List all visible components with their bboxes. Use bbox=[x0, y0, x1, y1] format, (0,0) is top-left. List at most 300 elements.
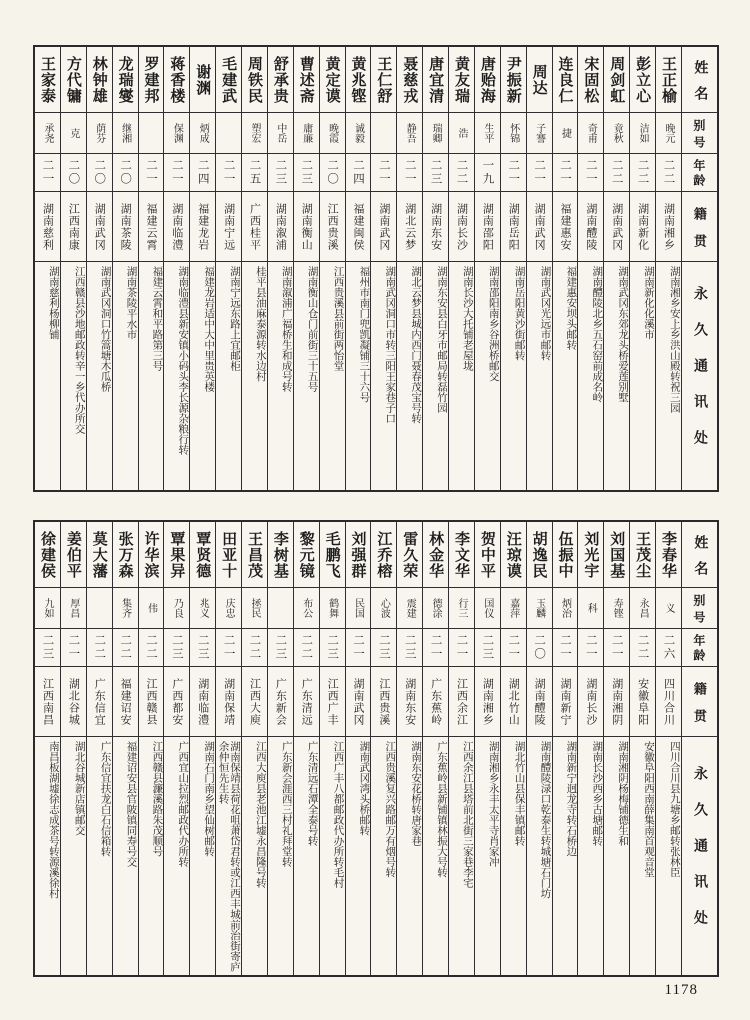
person-column bbox=[112, 522, 138, 975]
person-name: 宋固松 bbox=[578, 47, 603, 113]
person-name: 覃贤德 bbox=[190, 522, 215, 588]
person-name: 张万森 bbox=[113, 522, 138, 588]
person-name: 贺中平 bbox=[475, 522, 500, 588]
person-address: 南昌板湖墟徐志成茶号转源溪徐村 bbox=[47, 741, 59, 899]
person-name: 莫大藩 bbox=[87, 522, 112, 588]
header-column bbox=[681, 47, 717, 490]
person-age: 二一 bbox=[216, 629, 241, 667]
person-alias: 生平 bbox=[475, 113, 500, 154]
person-address: 湖南保靖县荷花咀萧岱君转或江西丰城前治街寄庐余仲恒先生转 bbox=[217, 741, 240, 972]
person-address: 湖南湘乡永丰太平寺肖家冲 bbox=[487, 741, 499, 867]
person-column bbox=[577, 522, 603, 975]
person-address: 福建龙岩适中大中里贵英楼 bbox=[203, 266, 215, 392]
person-native: 湖南保靖 bbox=[216, 667, 241, 737]
person-native: 湖南湘阴 bbox=[604, 667, 629, 737]
person-name: 黄友瑞 bbox=[449, 47, 474, 113]
person-native: 湖北云梦 bbox=[397, 192, 422, 262]
person-address: 湖南长沙大托铺老屋垅 bbox=[461, 266, 473, 371]
header-native: 籍贯 bbox=[682, 192, 717, 262]
person-age: 二一 bbox=[553, 154, 578, 192]
person-age: 二一 bbox=[164, 154, 189, 192]
person-alias: 诚毅 bbox=[346, 113, 371, 154]
person-name: 许华滨 bbox=[139, 522, 164, 588]
person-alias: 荫芬 bbox=[87, 113, 112, 154]
person-age: 二三 bbox=[164, 629, 189, 667]
person-column bbox=[526, 522, 552, 975]
person-alias: 晚霞 bbox=[320, 113, 345, 154]
header-alias: 别号 bbox=[682, 588, 717, 629]
person-column bbox=[552, 47, 578, 490]
person-native: 广东信宜 bbox=[87, 667, 112, 737]
person-address: 江西大庾县老池江墟永昌隆号转 bbox=[254, 741, 266, 888]
person-address: 湖南东安县白牙市邮局转磊竹园 bbox=[436, 266, 447, 413]
person-alias: 塑宏 bbox=[242, 113, 267, 154]
person-name: 罗建邦 bbox=[139, 47, 164, 113]
person-column bbox=[35, 522, 60, 975]
person-name: 王正榆 bbox=[656, 47, 681, 113]
person-column bbox=[603, 47, 629, 490]
person-age: 二二 bbox=[87, 629, 112, 667]
person-native: 湖南武冈 bbox=[346, 667, 371, 737]
person-native: 江西余江 bbox=[449, 667, 474, 737]
person-name: 周铁民 bbox=[242, 47, 267, 113]
person-alias: 伟 bbox=[139, 588, 164, 629]
person-age: 二三 bbox=[35, 629, 60, 667]
person-name: 聂慈戎 bbox=[397, 47, 422, 113]
person-address: 江西贵溪县前街两怡堂 bbox=[332, 266, 344, 371]
person-native: 湖南东安 bbox=[423, 192, 448, 262]
person-column bbox=[448, 522, 474, 975]
person-alias: 炳治 bbox=[553, 588, 578, 629]
person-column bbox=[396, 522, 422, 975]
person-address: 福建惠安坝头邮转 bbox=[565, 266, 577, 350]
person-age: 二三 bbox=[268, 154, 293, 192]
person-age: 二一 bbox=[371, 154, 396, 192]
person-name: 刘光宇 bbox=[578, 522, 603, 588]
person-column bbox=[267, 522, 293, 975]
person-column bbox=[345, 47, 371, 490]
person-native: 福建诏安 bbox=[113, 667, 138, 737]
person-column bbox=[629, 522, 655, 975]
person-native: 湖南长沙 bbox=[578, 667, 603, 737]
person-native: 湖南溆浦 bbox=[268, 192, 293, 262]
person-address: 福建诏安县官陂镇同寿号交 bbox=[125, 741, 137, 867]
person-alias: 科 bbox=[578, 588, 603, 629]
person-address: 湖南溆浦广福桥生和成号转 bbox=[280, 266, 292, 392]
person-column bbox=[86, 47, 112, 490]
person-native: 广西都安 bbox=[164, 667, 189, 737]
register-table-bottom bbox=[33, 520, 719, 977]
person-column bbox=[112, 47, 138, 490]
person-address: 湖南岳阳黄沙街邮转 bbox=[513, 266, 525, 361]
person-native: 江西赣县 bbox=[139, 667, 164, 737]
header-address: 永久通讯处 bbox=[691, 286, 707, 466]
person-alias: 鹤舞 bbox=[320, 588, 345, 629]
person-age: 二一 bbox=[397, 154, 422, 192]
person-native: 湖南醴陵 bbox=[527, 667, 552, 737]
person-alias: 捷 bbox=[553, 113, 578, 154]
person-address: 江西赣县濂溪路朱茂顺号 bbox=[151, 741, 163, 857]
person-alias: 静吾 bbox=[397, 113, 422, 154]
person-column bbox=[474, 522, 500, 975]
person-column bbox=[189, 522, 215, 975]
person-native: 广东清远 bbox=[294, 667, 319, 737]
person-alias: 庆忠 bbox=[216, 588, 241, 629]
person-native: 湖南新宁 bbox=[553, 667, 578, 737]
person-alias: 兆义 bbox=[190, 588, 215, 629]
person-column bbox=[267, 47, 293, 490]
person-native: 湖南武冈 bbox=[371, 192, 396, 262]
person-address: 湖南醴陵北乡五石窑前成名岭 bbox=[591, 266, 603, 403]
person-name: 黄兆铿 bbox=[346, 47, 371, 113]
person-age: 二三 bbox=[475, 629, 500, 667]
person-address: 江西余江县塔前北街三家巷李宅 bbox=[461, 741, 473, 888]
person-age: 二二 bbox=[604, 154, 629, 192]
header-age: 年龄 bbox=[682, 629, 717, 667]
person-native: 湖北竹山 bbox=[501, 667, 526, 737]
person-age: 二四 bbox=[346, 154, 371, 192]
person-age: 二一 bbox=[501, 629, 526, 667]
person-alias: 玉麟 bbox=[527, 588, 552, 629]
person-age: 二二 bbox=[139, 629, 164, 667]
person-name: 蒋香楼 bbox=[164, 47, 189, 113]
person-native: 湖南湘乡 bbox=[475, 667, 500, 737]
person-column bbox=[60, 522, 86, 975]
person-address: 湖南武冈洞口竹篙塘木瓜桥 bbox=[99, 266, 111, 392]
person-alias: 心波 bbox=[371, 588, 396, 629]
person-age: 二三 bbox=[190, 629, 215, 667]
person-native: 湖南邵阳 bbox=[475, 192, 500, 262]
person-alias: 永昌 bbox=[630, 588, 655, 629]
person-address: 福建云霄和平路第三号 bbox=[151, 266, 163, 371]
person-name: 田亚十 bbox=[216, 522, 241, 588]
person-address: 福州市南门兜凯凝铺三十六号 bbox=[358, 266, 370, 403]
person-address: 湖北云梦县城内西门聂春茂宝号转 bbox=[410, 266, 422, 424]
person-address: 湖南新宁迥龙寺转石桥边 bbox=[565, 741, 577, 857]
person-address: 湖南新化化溪市 bbox=[643, 266, 654, 340]
person-name: 唐贻海 bbox=[475, 47, 500, 113]
person-age: 二一 bbox=[578, 629, 603, 667]
person-name: 谢渊 bbox=[190, 47, 215, 113]
person-alias: 九如 bbox=[35, 588, 60, 629]
person-alias bbox=[87, 588, 112, 629]
person-name: 尹振新 bbox=[501, 47, 526, 113]
person-address: 广东清远石潭全泰号转 bbox=[306, 741, 318, 846]
person-native: 江西广丰 bbox=[320, 667, 345, 737]
person-alias: 保渊 bbox=[164, 113, 189, 154]
person-alias: 集齐 bbox=[113, 588, 138, 629]
person-native: 湖南临澧 bbox=[164, 192, 189, 262]
person-column bbox=[319, 47, 345, 490]
person-column bbox=[603, 522, 629, 975]
person-name: 毛鹏飞 bbox=[320, 522, 345, 588]
person-age: 二〇 bbox=[87, 154, 112, 192]
person-name: 刘国基 bbox=[604, 522, 629, 588]
person-age: 二〇 bbox=[113, 154, 138, 192]
person-name: 龙瑞燮 bbox=[113, 47, 138, 113]
person-age: 二〇 bbox=[320, 154, 345, 192]
person-alias: 德涂 bbox=[423, 588, 448, 629]
person-column bbox=[500, 47, 526, 490]
person-name: 王茂尘 bbox=[630, 522, 655, 588]
person-alias: 庸廉 bbox=[294, 113, 319, 154]
person-name: 黄定谟 bbox=[320, 47, 345, 113]
person-name: 舒承贵 bbox=[268, 47, 293, 113]
person-name: 王家泰 bbox=[35, 47, 60, 113]
person-address: 湖北谷城新店镇邮交 bbox=[73, 741, 85, 836]
person-name: 方代镛 bbox=[61, 47, 86, 113]
person-native: 福建惠安 bbox=[553, 192, 578, 262]
person-name: 王昌茂 bbox=[242, 522, 267, 588]
person-name: 王仁舒 bbox=[371, 47, 396, 113]
person-alias: 厚昌 bbox=[61, 588, 86, 629]
person-column bbox=[60, 47, 86, 490]
person-column bbox=[293, 47, 319, 490]
person-address: 湖南石门南乡望仙树邮转 bbox=[203, 741, 215, 857]
person-age: 二一 bbox=[578, 154, 603, 192]
person-age: 二二 bbox=[242, 629, 267, 667]
person-age: 二一 bbox=[61, 629, 86, 667]
person-age: 二三 bbox=[294, 154, 319, 192]
person-alias: 洁如 bbox=[630, 113, 655, 154]
person-name: 连良仁 bbox=[553, 47, 578, 113]
person-name: 江乔榕 bbox=[371, 522, 396, 588]
person-name: 伍振中 bbox=[553, 522, 578, 588]
person-name: 覃果异 bbox=[164, 522, 189, 588]
person-column bbox=[138, 522, 164, 975]
person-alias: 竟秋 bbox=[604, 113, 629, 154]
person-column bbox=[629, 47, 655, 490]
person-native: 湖南武冈 bbox=[527, 192, 552, 262]
person-name: 李树基 bbox=[268, 522, 293, 588]
person-address: 湖南武冈光远市邮转 bbox=[539, 266, 551, 361]
person-age: 二二 bbox=[630, 629, 655, 667]
person-address: 湖南衡山仓门前街三十五号 bbox=[306, 266, 318, 392]
person-native: 广东蕉岭 bbox=[423, 667, 448, 737]
person-column bbox=[422, 47, 448, 490]
person-alias: 晚元 bbox=[656, 113, 681, 154]
person-address: 湖南邵阳南乡谷洲桥邮交 bbox=[487, 266, 499, 382]
person-name: 胡逸民 bbox=[527, 522, 552, 588]
person-native: 四川合川 bbox=[656, 667, 681, 737]
person-age: 二一 bbox=[423, 629, 448, 667]
person-age: 二二 bbox=[113, 629, 138, 667]
person-alias: 嘉萍 bbox=[501, 588, 526, 629]
person-native: 湖南武冈 bbox=[604, 192, 629, 262]
person-name: 汪琼谟 bbox=[501, 522, 526, 588]
person-address: 江西赣县沙地邮政转辛一乡代办所交 bbox=[73, 266, 85, 434]
person-column bbox=[422, 522, 448, 975]
person-native: 湖南长沙 bbox=[449, 192, 474, 262]
person-native: 湖南武冈 bbox=[87, 192, 112, 262]
person-alias bbox=[268, 588, 293, 629]
person-address: 湖南武冈东郊龙头桥爱莲别墅 bbox=[617, 266, 629, 403]
person-age: 二一 bbox=[449, 629, 474, 667]
person-address: 湖南临澧县新安镇小码头李长源杂粮行转 bbox=[177, 266, 189, 455]
person-address: 广东蕉岭县新铺镇林振大号转 bbox=[436, 741, 447, 878]
person-alias: 奇甫 bbox=[578, 113, 603, 154]
person-alias: 寿铿 bbox=[604, 588, 629, 629]
person-alias: 国仪 bbox=[475, 588, 500, 629]
person-age: 二二 bbox=[294, 629, 319, 667]
person-column bbox=[163, 47, 189, 490]
person-column bbox=[215, 47, 241, 490]
person-name: 黎元镜 bbox=[294, 522, 319, 588]
person-address: 湖南宁远东路上宜邮柜 bbox=[229, 266, 240, 371]
person-column bbox=[448, 47, 474, 490]
person-age: 二三 bbox=[423, 154, 448, 192]
person-column bbox=[396, 47, 422, 490]
header-address: 永久通讯处 bbox=[691, 766, 707, 946]
person-address: 湖南武冈洞口市转三阳王家巷子口 bbox=[384, 266, 396, 424]
person-column bbox=[293, 522, 319, 975]
person-name: 周剑虹 bbox=[604, 47, 629, 113]
person-address: 湖南东安花桥转唐家巷 bbox=[410, 741, 422, 846]
person-native: 湖南慈利 bbox=[35, 192, 60, 262]
person-native: 江西贵溪 bbox=[371, 667, 396, 737]
person-address: 广西宜山拉烈邮政代办所转 bbox=[177, 741, 189, 867]
person-alias: 瑞卿 bbox=[423, 113, 448, 154]
person-age: 二四 bbox=[190, 154, 215, 192]
person-native: 湖北谷城 bbox=[61, 667, 86, 737]
person-alias: 浩 bbox=[449, 113, 474, 154]
person-alias bbox=[371, 113, 396, 154]
person-native: 湖南醴陵 bbox=[578, 192, 603, 262]
person-native: 江西贵溪 bbox=[320, 192, 345, 262]
header-native: 籍贯 bbox=[682, 667, 717, 737]
person-address: 安徽阜阳西南薛集南首观音堂 bbox=[643, 741, 654, 878]
person-native: 湖南新化 bbox=[630, 192, 655, 262]
person-column bbox=[552, 522, 578, 975]
person-age: 二一 bbox=[35, 154, 60, 192]
person-native: 江西大庾 bbox=[242, 667, 267, 737]
person-address: 湖南武冈湾头桥邮转 bbox=[358, 741, 370, 836]
person-age: 二三 bbox=[320, 629, 345, 667]
person-alias: 怀锦 bbox=[501, 113, 526, 154]
header-column bbox=[681, 522, 717, 975]
person-native: 广东新会 bbox=[268, 667, 293, 737]
person-address: 湖南慈利杨柳铺 bbox=[47, 266, 59, 340]
person-address: 湖南茶陵平水市 bbox=[125, 266, 137, 340]
person-native: 湖南临澧 bbox=[190, 667, 215, 737]
person-column bbox=[655, 47, 681, 490]
person-column bbox=[189, 47, 215, 490]
person-alias: 炳成 bbox=[190, 113, 215, 154]
person-age: 二一 bbox=[139, 154, 164, 192]
person-address: 江西广丰八都邮政代办所转毛村 bbox=[332, 741, 344, 888]
person-native: 江西南昌 bbox=[35, 667, 60, 737]
person-alias bbox=[216, 113, 241, 154]
person-age: 二一 bbox=[216, 154, 241, 192]
person-native: 湖南衡山 bbox=[294, 192, 319, 262]
person-name: 毛建武 bbox=[216, 47, 241, 113]
person-age: 二六 bbox=[656, 629, 681, 667]
person-column bbox=[500, 522, 526, 975]
person-native: 安徽阜阳 bbox=[630, 667, 655, 737]
person-column bbox=[138, 47, 164, 490]
person-age: 二一 bbox=[527, 154, 552, 192]
person-column bbox=[35, 47, 60, 490]
person-age: 二二 bbox=[656, 154, 681, 192]
person-column bbox=[86, 522, 112, 975]
register-table-top bbox=[33, 45, 719, 492]
person-column bbox=[163, 522, 189, 975]
person-age: 二五 bbox=[242, 154, 267, 192]
person-column bbox=[215, 522, 241, 975]
person-name: 李文华 bbox=[449, 522, 474, 588]
header-age: 年龄 bbox=[682, 154, 717, 192]
person-native: 湖南岳阳 bbox=[501, 192, 526, 262]
person-alias: 布公 bbox=[294, 588, 319, 629]
person-name: 刘强群 bbox=[346, 522, 371, 588]
person-age: 二三 bbox=[371, 629, 396, 667]
person-address: 四川合川县九塘乡邮转张林臣 bbox=[668, 741, 680, 878]
person-native: 湖南湘乡 bbox=[656, 192, 681, 262]
person-age: 二三 bbox=[268, 629, 293, 667]
person-age: 二二 bbox=[630, 154, 655, 192]
person-name: 徐建侯 bbox=[35, 522, 60, 588]
person-native: 福建龙岩 bbox=[190, 192, 215, 262]
person-alias: 子謇 bbox=[527, 113, 552, 154]
person-column bbox=[241, 47, 267, 490]
person-address: 湖北竹山县保丰镇邮转 bbox=[513, 741, 525, 846]
person-native: 湖南东安 bbox=[397, 667, 422, 737]
person-address: 江西贵溪复兴路邮万有烟号转 bbox=[384, 741, 396, 878]
person-alias: 行三 bbox=[449, 588, 474, 629]
person-column bbox=[655, 522, 681, 975]
person-alias bbox=[139, 113, 164, 154]
person-name: 林钟雄 bbox=[87, 47, 112, 113]
person-column bbox=[577, 47, 603, 490]
page-number: 1178 bbox=[664, 982, 698, 998]
person-name: 周达 bbox=[527, 47, 552, 113]
person-age: 二二 bbox=[449, 154, 474, 192]
person-age: 二一 bbox=[501, 154, 526, 192]
person-native: 江西南康 bbox=[61, 192, 86, 262]
person-native: 广西桂平 bbox=[242, 192, 267, 262]
person-age: 二〇 bbox=[61, 154, 86, 192]
person-address: 湖南湘乡安上乡洪山殿转祝三园 bbox=[668, 266, 680, 413]
person-alias: 中岳 bbox=[268, 113, 293, 154]
person-age: 二一 bbox=[553, 629, 578, 667]
person-alias: 继湘 bbox=[113, 113, 138, 154]
person-alias: 拯民 bbox=[242, 588, 267, 629]
person-address: 广东信宜扶龙白石信箱转 bbox=[99, 741, 111, 857]
person-native: 湖南宁远 bbox=[216, 192, 241, 262]
person-alias: 震建 bbox=[397, 588, 422, 629]
person-age: 二三 bbox=[397, 629, 422, 667]
person-alias: 承尧 bbox=[35, 113, 60, 154]
person-name: 李春华 bbox=[656, 522, 681, 588]
person-address: 湖南长沙西乡古塘邮转 bbox=[591, 741, 603, 846]
person-address: 湖南醴陵渌口乾泰生转城塘石门坊 bbox=[539, 741, 551, 899]
header-name: 姓名 bbox=[682, 522, 717, 588]
person-column bbox=[370, 47, 396, 490]
person-name: 曹述斋 bbox=[294, 47, 319, 113]
person-native: 福建闽侯 bbox=[346, 192, 371, 262]
person-address: 广东新会涯西三村礼拜堂转 bbox=[280, 741, 292, 867]
person-alias: 义 bbox=[656, 588, 681, 629]
person-native: 福建云霄 bbox=[139, 192, 164, 262]
person-column bbox=[474, 47, 500, 490]
person-column bbox=[345, 522, 371, 975]
person-column bbox=[241, 522, 267, 975]
person-column bbox=[370, 522, 396, 975]
header-alias: 别号 bbox=[682, 113, 717, 154]
person-age: 二〇 bbox=[527, 629, 552, 667]
person-alias: 民国 bbox=[346, 588, 371, 629]
person-name: 姜伯平 bbox=[61, 522, 86, 588]
